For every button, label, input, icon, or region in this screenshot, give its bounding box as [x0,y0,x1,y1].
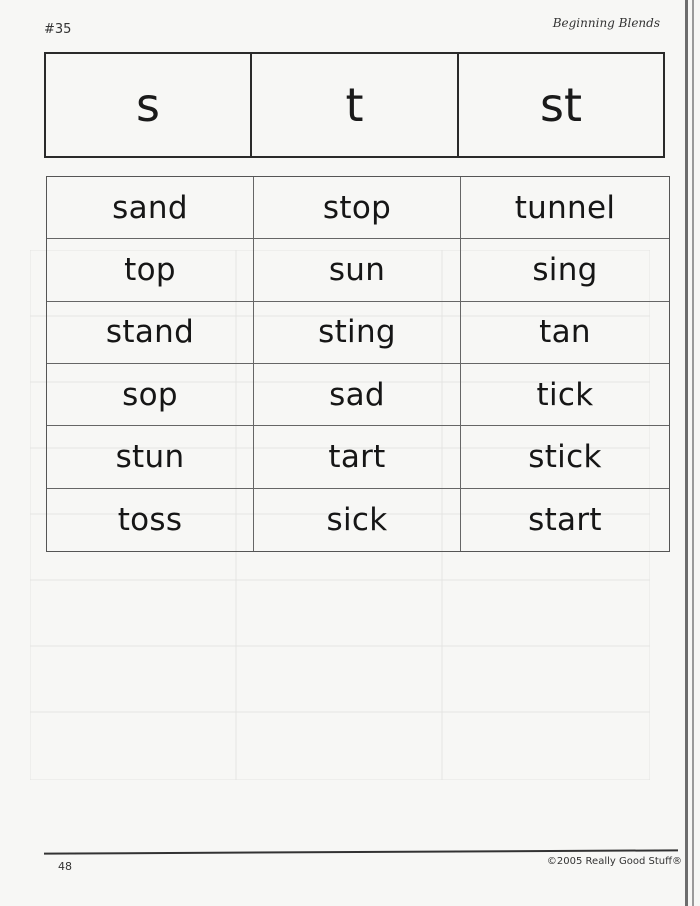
word-cell: stun [47,426,254,488]
word-cell: sick [254,489,461,551]
word-cell: top [47,239,254,301]
copyright-notice: ©2005 Really Good Stuff® [546,856,682,867]
word-cell: sad [254,364,461,426]
word-cell: start [528,501,602,538]
word-cell: sing [461,239,669,301]
word-cell: sand [47,177,254,239]
word-table [46,176,670,552]
page-edge-shadow [692,0,694,906]
section-title: Beginning Blends [552,16,660,30]
page-number-top: #35 [44,22,72,37]
page-edge-shadow [685,0,688,906]
word-cell: tart [254,426,461,488]
header-blend-st: st [539,78,582,132]
word-cell: sop [47,364,254,426]
word-cell: toss [47,489,254,551]
word-cell: stop [254,177,461,239]
header-blend-s: s [46,54,252,156]
word-cell: stick [461,426,669,488]
header-blend-t: t [252,54,459,156]
word-cell: tan [461,302,669,364]
footer-divider [44,849,678,854]
blend-header-table [44,52,665,158]
word-cell: sun [254,239,461,301]
word-cell: sting [254,302,461,364]
page-number-bottom: 48 [58,860,72,873]
word-cell: tick [461,364,669,426]
word-cell: stand [47,302,254,364]
word-cell: tunnel [461,177,669,239]
